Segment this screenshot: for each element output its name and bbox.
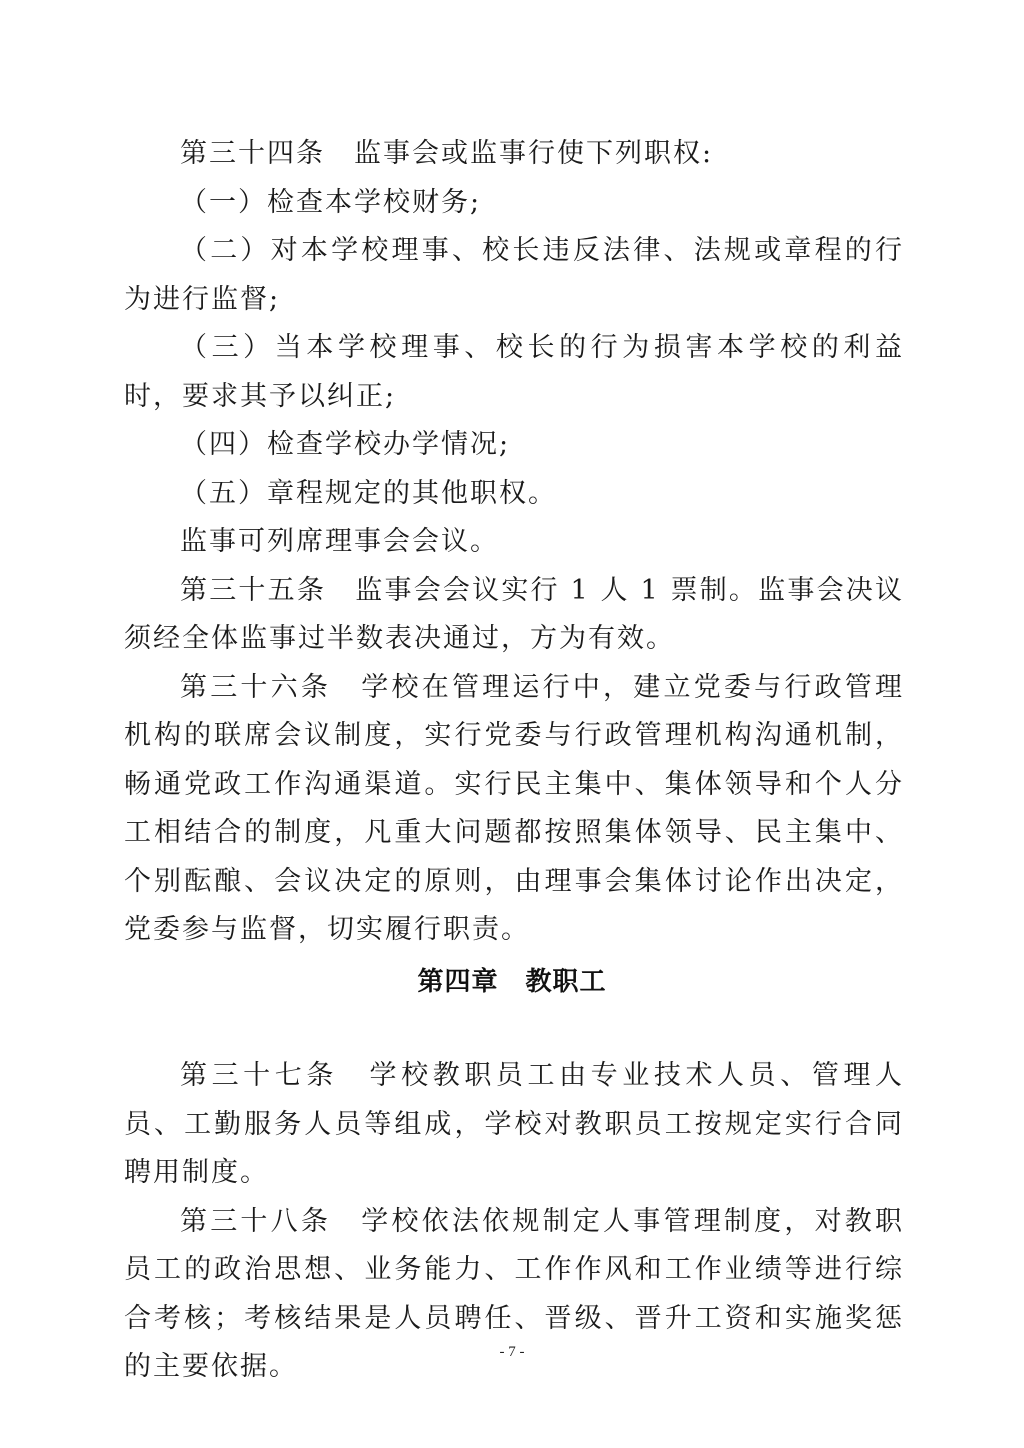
article-35-paragraph: 第三十五条 监事会会议实行 1 人 1 票制。监事会决议须经全体监事过半数表决通过，方为有效。 xyxy=(124,574,904,654)
article-34-heading: 第三十四条 监事会或监事行使下列职权: xyxy=(180,138,714,169)
article-38-paragraph: 第三十八条 学校依法依规制定人事管理制度，对教职员工的政治思想、业务能力、工作作风和工作业绩等进行综合考核；考核结果是人员聘任、晋级、晋升工资和实施奖惩的主要依据。 xyxy=(124,1205,904,1382)
chapter-title: 第四章 教职工 xyxy=(417,967,607,997)
body-text-after-chapter xyxy=(124,1052,904,1392)
article-37-paragraph: 第三十七条 学校教职员工由专业技术人员、管理人员、工勤服务人员等组成，学校对教职员工按规定实行合同聘用制度。 xyxy=(124,1060,904,1188)
page-number: - 7 - xyxy=(499,1344,525,1360)
article-34-item-2: （二）对本学校理事、校长违反法律、法规或章程的行为进行监督; xyxy=(124,235,904,315)
article-34-item-1: （一）检查本学校财务; xyxy=(180,186,482,218)
article-36-paragraph: 第三十六条 学校在管理运行中，建立党委与行政管理机构的联席会议制度，实行党委与行政管理机构沟通机制，畅通党政工作沟通渠道。实行民主集中、集体领导和个人分工相结合的制度，凡重大问题都按照集体领导、民主集中、个别酝酿、会议决定的原则，由理事会集体讨论作出决定，党委参与监督，切实履行职责。 xyxy=(124,671,904,945)
article-34-item-5: （五）章程规定的其他职权。 xyxy=(180,477,557,509)
article-34-item-3: （三）当本学校理事、校长的行为损害本学校的利益时，要求其予以纠正; xyxy=(124,332,904,412)
supervisor-attendance-paragraph: 监事可列席理事会会议。 xyxy=(180,526,499,557)
body-text-before-chapter xyxy=(124,130,904,955)
article-34-item-4: （四）检查学校办学情况; xyxy=(180,429,511,460)
